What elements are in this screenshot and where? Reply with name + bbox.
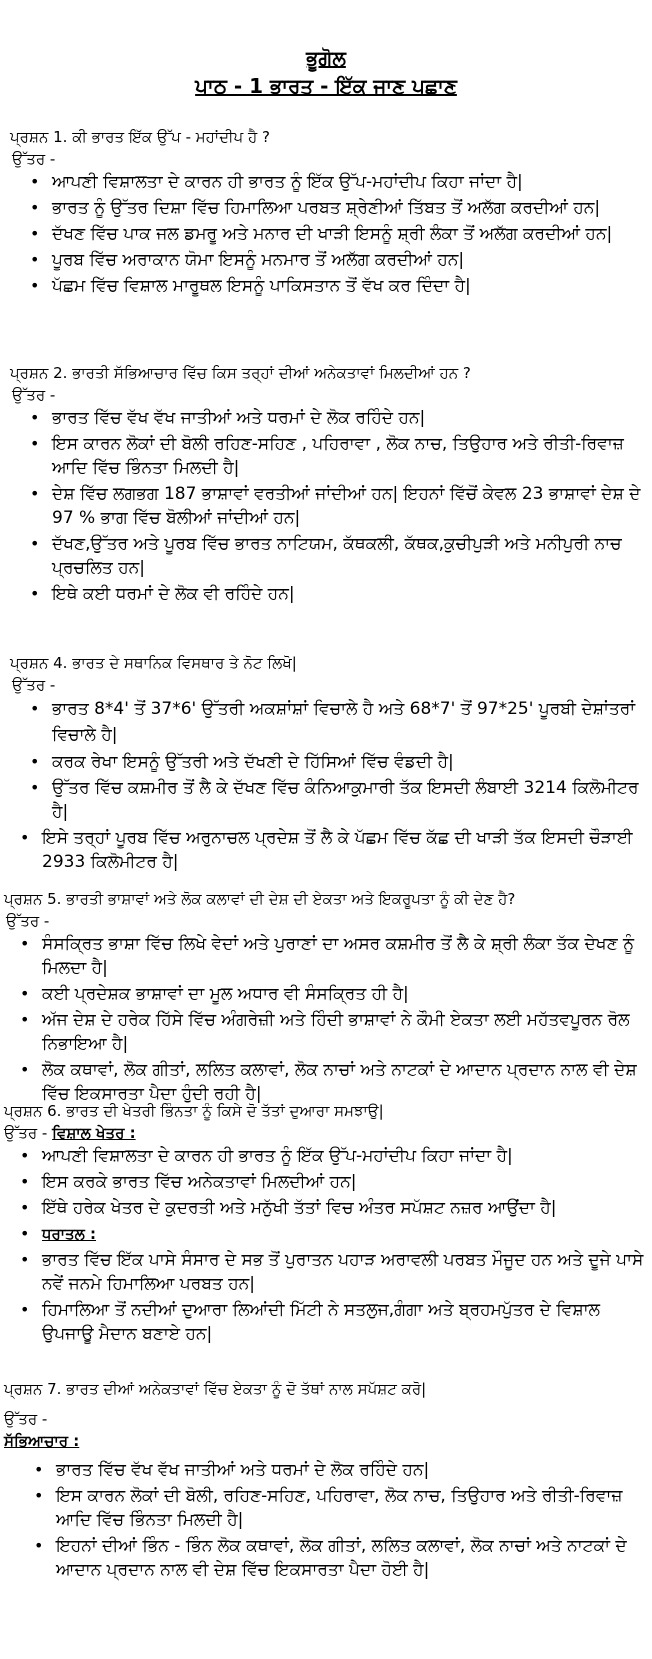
answer-label: ਉੱਤਰ -: [6, 912, 50, 930]
list-item: • ਲੋਕ ਕਥਾਵਾਂ, ਲੋਕ ਗੀਤਾਂ, ਲਲਿਤ ਕਲਾਵਾਂ, ਲੋਕ ਨਾਚਾਂ ਅਤੇ ਨਾਟਕਾਂ ਦੇ ਆਦਾਨ ਪ੍ਰਦਾਨ ਨਾਲ ਵੀ ਦੇਸ਼ ਵਿੱਚ ਇਕਸਾਰਤਾ ਪੈਦਾ ਹੁੰਦੀ ਰਹੀ ਹੈ|: [42, 1058, 652, 1106]
subheading-sabhiachar: ਸੱਭਿਆਚਾਰ :: [4, 1432, 80, 1450]
list-item: • ਪੂਰਬ ਵਿੱਚ ਅਰਾਕਾਨ ਯੋਮਾ ਇਸਨੂੰ ਮਨਮਾਰ ਤੋਂ ਅਲੱਗ ਕਰਦੀਆਂ ਹਨ|: [52, 248, 652, 272]
list-item: • ਹਿਮਾਲਿਆ ਤੋਂ ਨਦੀਆਂ ਦੁਆਰਾ ਲਿਆਂਦੀ ਮਿੱਟੀ ਨੇ ਸਤਲੁਜ,ਗੰਗਾ ਅਤੇ ਬ੍ਰਹਮਪੁੱਤਰ ਦੇ ਵਿਸ਼ਾਲ ਉਪਜਾਊ ਮੈਦਾਨ ਬਣਾਏ ਹਨ|: [42, 1298, 652, 1346]
question-1-section: [10, 126, 652, 300]
list-item: • ਇਸ ਕਾਰਨ ਲੋਕਾਂ ਦੀ ਬੋਲੀ ਰਹਿਣ-ਸਹਿਣ , ਪਹਿਰਾਵਾ , ਲੋਕ ਨਾਚ, ਤਿਉਹਾਰ ਅਤੇ ਰੀਤੀ-ਰਿਵਾਜ਼ ਆਦਿ ਵਿੱਚ ਭਿੰਨਤਾ ਮਿਲਦੀ ਹੈ|: [52, 432, 652, 480]
list-item: • ਦੱਖਣ,ਉੱਤਰ ਅਤੇ ਪੂਰਬ ਵਿੱਚ ਭਾਰਤ ਨਾਟਿਯਮ, ਕੱਥਕਲੀ, ਕੱਥਕ,ਕੁਚੀਪੁੜੀ ਅਤੇ ਮਨੀਪੁਰੀ ਨਾਚ ਪ੍ਰਚਲਿਤ ਹਨ|: [52, 532, 652, 580]
list-item: [42, 1222, 652, 1246]
list-item: • ਆਪਣੀ ਵਿਸ਼ਾਲਤਾ ਦੇ ਕਾਰਨ ਹੀ ਭਾਰਤ ਨੂੰ ਇੱਕ ਉੱਪ-ਮਹਾਂਦੀਪ ਕਿਹਾ ਜਾਂਦਾ ਹੈ|: [42, 1144, 652, 1168]
question-5: ਪ੍ਰਸ਼ਨ 5. ਭਾਰਤੀ ਭਾਸ਼ਾਵਾਂ ਅਤੇ ਲੋਕ ਕਲਾਵਾਂ ਦੀ ਦੇਸ਼ ਦੀ ਏਕਤਾ ਅਤੇ ਇਕਰੂਪਤਾ ਨੂੰ ਕੀ ਦੇਣ ਹੈ?: [4, 890, 516, 908]
list-item: • ਸੰਸਕ੍ਰਿਤ ਭਾਸ਼ਾ ਵਿੱਚ ਲਿਖੇ ਵੇਦਾਂ ਅਤੇ ਪੁਰਾਣਾਂ ਦਾ ਅਸਰ ਕਸ਼ਮੀਰ ਤੋਂ ਲੈ ਕੇ ਸ਼੍ਰੀ ਲੰਕਾ ਤੱਕ ਦੇਖਣ ਨੂੰ ਮਿਲਦਾ ਹੈ|: [42, 932, 652, 980]
list-item: • ਅੱਜ ਦੇਸ਼ ਦੇ ਹਰੇਕ ਹਿੱਸੇ ਵਿੱਚ ਅੰਗਰੇਜ਼ੀ ਅਤੇ ਹਿੰਦੀ ਭਾਸ਼ਾਵਾਂ ਨੇ ਕੌਮੀ ਏਕਤਾ ਲਈ ਮਹੱਤਵਪੂਰਨ ਰੋਲ ਨਿਭਾਇਆ ਹੈ|: [42, 1008, 652, 1056]
answer-1-list: [10, 170, 652, 298]
list-item: • ਇਸੇ ਤਰ੍ਹਾਂ ਪੂਰਬ ਵਿੱਚ ਅਰੁਨਾਚਲ ਪ੍ਰਦੇਸ਼ ਤੋਂ ਲੈ ਕੇ ਪੱਛਮ ਵਿੱਚ ਕੱਛ ਦੀ ਖਾੜੀ ਤੱਕ ਇਸਦੀ ਚੌੜਾਈ 2933 ਕਿਲੋਮੀਟਰ ਹੈ|: [42, 826, 652, 874]
subheading-dharatal: ਧਰਾਤਲ :: [42, 1225, 97, 1243]
subheading-vishal-khetar: ਵਿਸ਼ਾਲ ਖੇਤਰ :: [52, 1124, 136, 1142]
answer-label: ਉੱਤਰ -: [4, 1410, 48, 1428]
answer-4-list: [10, 696, 652, 824]
question-2: ਪ੍ਰਸ਼ਨ 2. ਭਾਰਤੀ ਸੱਭਿਆਚਾਰ ਵਿੱਚ ਕਿਸ ਤਰ੍ਹਾਂ ਦੀਆਂ ਅਨੇਕਤਾਵਾਂ ਮਿਲਦੀਆਂ ਹਨ ?: [10, 364, 471, 382]
list-item: • ਇਥੇ ਕਈ ਧਰਮਾਂ ਦੇ ਲੋਕ ਵੀ ਰਹਿੰਦੇ ਹਨ|: [52, 582, 652, 606]
answer-label: ਉੱਤਰ -: [4, 1124, 48, 1142]
list-item: • ਭਾਰਤ ਨੂੰ ਉੱਤਰ ਦਿਸ਼ਾ ਵਿੱਚ ਹਿਮਾਲਿਆ ਪਰਬਤ ਸ਼੍ਰੇਣੀਆਂ ਤਿੱਬਤ ਤੋਂ ਅਲੱਗ ਕਰਦੀਆਂ ਹਨ|: [52, 196, 652, 220]
list-item: • ਦੇਸ਼ ਵਿੱਚ ਲਗਭਗ 187 ਭਾਸ਼ਾਵਾਂ ਵਰਤੀਆਂ ਜਾਂਦੀਆਂ ਹਨ| ਇਹਨਾਂ ਵਿੱਚੋਂ ਕੇਵਲ 23 ਭਾਸ਼ਾਵਾਂ ਦੇਸ਼ ਦੇ 97 % ਭਾਗ ਵਿੱਚ ਬੋਲੀਆਂ ਜਾਂਦੀਆਂ ਹਨ|: [52, 482, 652, 530]
list-item: • ਇਸ ਕਰਕੇ ਭਾਰਤ ਵਿੱਚ ਅਨੇਕਤਾਵਾਂ ਮਿਲਦੀਆਂ ਹਨ|: [42, 1170, 652, 1194]
question-7-section: [4, 1378, 652, 1584]
answer-label: ਉੱਤਰ -: [12, 676, 56, 694]
question-1: ਪ੍ਰਸ਼ਨ 1. ਕੀ ਭਾਰਤ ਇੱਕ ਉੱਪ - ਮਹਾਂਦੀਪ ਹੈ ?: [10, 128, 270, 146]
answer-label: ਉੱਤਰ -: [12, 150, 56, 168]
answer-2-list: [10, 406, 652, 606]
question-4-section: [10, 652, 652, 876]
list-item: • ਇੱਥੇ ਹਰੇਕ ਖੇਤਰ ਦੇ ਕੁਦਰਤੀ ਅਤੇ ਮਨੁੱਖੀ ਤੱਤਾਂ ਵਿਚ ਅੰਤਰ ਸਪੱਸ਼ਟ ਨਜ਼ਰ ਆਉਂਦਾ ਹੈ|: [42, 1196, 652, 1220]
subject-title: ਭੂਗੋਲ: [306, 46, 346, 70]
question-7: ਪ੍ਰਸ਼ਨ 7. ਭਾਰਤ ਦੀਆਂ ਅਨੇਕਤਾਵਾਂ ਵਿੱਚ ਏਕਤਾ ਨੂੰ ਦੋ ਤੱਥਾਂ ਨਾਲ ਸਪੱਸ਼ਟ ਕਰੋ|: [4, 1380, 427, 1398]
list-item: • ਆਪਣੀ ਵਿਸ਼ਾਲਤਾ ਦੇ ਕਾਰਨ ਹੀ ਭਾਰਤ ਨੂੰ ਇੱਕ ਉੱਪ-ਮਹਾਂਦੀਪ ਕਿਹਾ ਜਾਂਦਾ ਹੈ|: [52, 170, 652, 194]
answer-7-list: [4, 1458, 652, 1582]
lesson-title: ਪਾਠ - 1 ਭਾਰਤ - ਇੱਕ ਜਾਣ ਪਛਾਣ: [195, 74, 457, 98]
list-item: • ਉੱਤਰ ਵਿੱਚ ਕਸ਼ਮੀਰ ਤੋਂ ਲੈ ਕੇ ਦੱਖਣ ਵਿੱਚ ਕੰਨਿਆਕੁਮਾਰੀ ਤੱਕ ਇਸਦੀ ਲੰਬਾਈ 3214 ਕਿਲੋਮੀਟਰ ਹੈ|: [52, 776, 652, 824]
answer-4-list-extra: [10, 826, 652, 874]
question-6: ਪ੍ਰਸ਼ਨ 6. ਭਾਰਤ ਦੀ ਖੇਤਰੀ ਭਿੰਨਤਾ ਨੂੰ ਕਿਸੇ ਦੋ ਤੱਤਾਂ ਦੁਆਰਾ ਸਮਝਾਉ|: [4, 1102, 384, 1120]
answer-6-list-1: [4, 1144, 652, 1346]
list-item: • ਕਰਕ ਰੇਖਾ ਇਸਨੂੰ ਉੱਤਰੀ ਅਤੇ ਦੱਖਣੀ ਦੇ ਹਿੱਸਿਆਂ ਵਿੱਚ ਵੰਡਦੀ ਹੈ|: [52, 750, 652, 774]
question-5-section: [4, 888, 652, 1108]
list-item: • ਭਾਰਤ ਵਿੱਚ ਇੱਕ ਪਾਸੇ ਸੰਸਾਰ ਦੇ ਸਭ ਤੋਂ ਪੁਰਾਤਨ ਪਹਾੜ ਅਰਾਵਲੀ ਪਰਬਤ ਮੌਜੂਦ ਹਨ ਅਤੇ ਦੂਜੇ ਪਾਸੇ ਨਵੇਂ ਜਨਮੇ ਹਿਮਾਲਿਆ ਪਰਬਤ ਹਨ|: [42, 1248, 652, 1296]
answer-6-label-row: [4, 1122, 652, 1144]
list-item: • ਭਾਰਤ 8*4' ਤੋਂ 37*6' ਉੱਤਰੀ ਅਕਸ਼ਾਂਸ਼ਾਂ ਵਿਚਾਲੇ ਹੈ ਅਤੇ 68*7' ਤੋਂ 97*25' ਪੂਰਬੀ ਦੇਸ਼ਾਂਤਰਾਂ ਵਿਚਾਲੇ ਹੈ|: [52, 696, 652, 748]
list-item: • ਪੱਛਮ ਵਿੱਚ ਵਿਸ਼ਾਲ ਮਾਰੂਥਲ ਇਸਨੂੰ ਪਾਕਿਸਤਾਨ ਤੋਂ ਵੱਖ ਕਰ ਦਿੰਦਾ ਹੈ|: [52, 274, 652, 298]
list-item: • ਭਾਰਤ ਵਿੱਚ ਵੱਖ ਵੱਖ ਜਾਤੀਆਂ ਅਤੇ ਧਰਮਾਂ ਦੇ ਲੋਕ ਰਹਿੰਦੇ ਹਨ|: [56, 1458, 652, 1482]
list-item: • ਕਈ ਪ੍ਰਦੇਸ਼ਕ ਭਾਸ਼ਾਵਾਂ ਦਾ ਮੂਲ ਅਧਾਰ ਵੀ ਸੰਸਕ੍ਰਿਤ ਹੀ ਹੈ|: [42, 982, 652, 1006]
list-item: • ਭਾਰਤ ਵਿੱਚ ਵੱਖ ਵੱਖ ਜਾਤੀਆਂ ਅਤੇ ਧਰਮਾਂ ਦੇ ਲੋਕ ਰਹਿੰਦੇ ਹਨ|: [52, 406, 652, 430]
list-item: • ਇਹਨਾਂ ਦੀਆਂ ਭਿੰਨ - ਭਿੰਨ ਲੋਕ ਕਥਾਵਾਂ, ਲੋਕ ਗੀਤਾਂ, ਲਲਿਤ ਕਲਾਵਾਂ, ਲੋਕ ਨਾਚਾਂ ਅਤੇ ਨਾਟਕਾਂ ਦੇ ਆਦਾਨ ਪ੍ਰਦਾਨ ਨਾਲ ਵੀ ਦੇਸ਼ ਵਿੱਚ ਇਕਸਾਰਤਾ ਪੈਦਾ ਹੋਈ ਹੈ|: [56, 1534, 652, 1582]
question-2-section: [10, 362, 652, 608]
question-6-section: [4, 1100, 652, 1348]
list-item: • ਦੱਖਣ ਵਿੱਚ ਪਾਕ ਜਲ ਡਮਰੂ ਅਤੇ ਮਨਾਰ ਦੀ ਖਾੜੀ ਇਸਨੂੰ ਸ਼੍ਰੀ ਲੰਕਾ ਤੋਂ ਅਲੱਗ ਕਰਦੀਆਂ ਹਨ|: [52, 222, 652, 246]
answer-label: ਉੱਤਰ -: [12, 386, 56, 404]
question-4: ਪ੍ਰਸ਼ਨ 4. ਭਾਰਤ ਦੇ ਸਥਾਨਿਕ ਵਿਸਥਾਰ ਤੇ ਨੋਟ ਲਿਖੋ|: [10, 654, 297, 672]
answer-5-list: [4, 932, 652, 1106]
list-item: • ਇਸ ਕਾਰਨ ਲੋਕਾਂ ਦੀ ਬੋਲੀ, ਰਹਿਣ-ਸਹਿਣ, ਪਹਿਰਾਵਾ, ਲੋਕ ਨਾਚ, ਤਿਉਹਾਰ ਅਤੇ ਰੀਤੀ-ਰਿਵਾਜ਼ ਆਦਿ ਵਿੱਚ ਭਿੰਨਤਾ ਮਿਲਦੀ ਹੈ|: [56, 1484, 652, 1532]
